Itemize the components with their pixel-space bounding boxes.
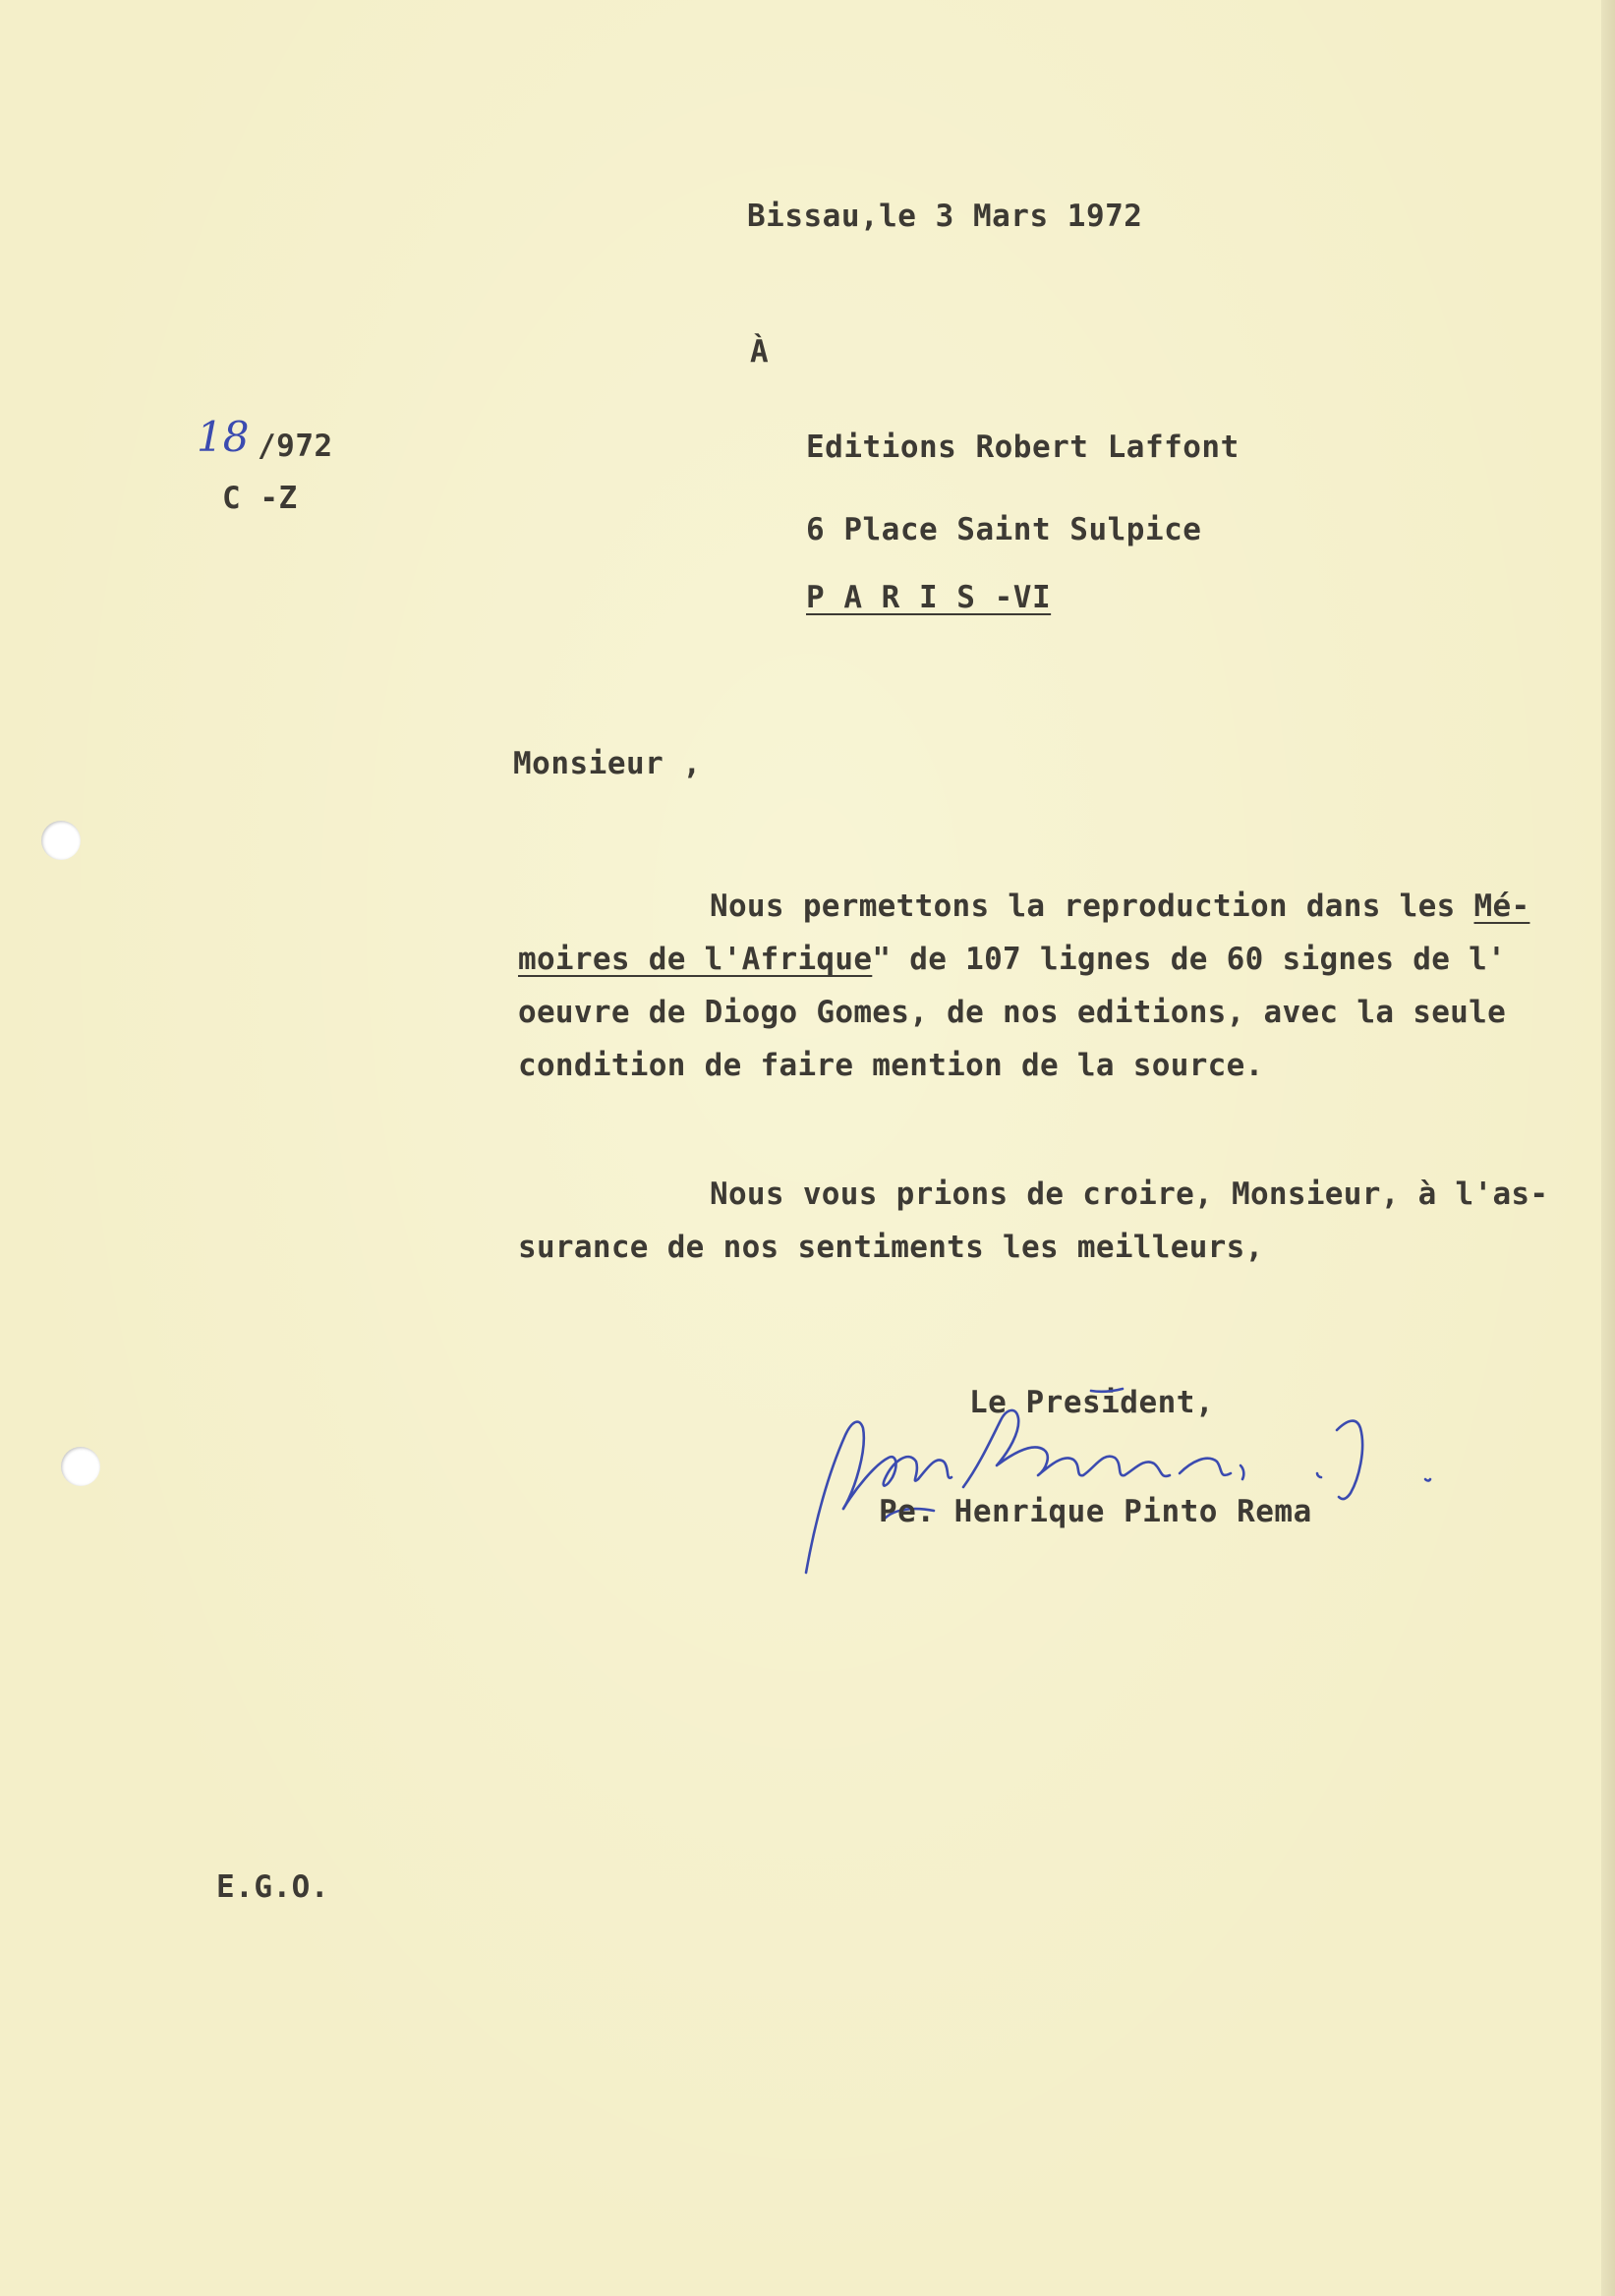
reference-suffix: /972 xyxy=(258,429,333,464)
recipient-name: Editions Robert Laffont xyxy=(806,430,1240,465)
punch-hole-upper xyxy=(41,821,81,860)
handwritten-signature xyxy=(786,1371,1573,1587)
book-title-underlined: moires de l'Afrique xyxy=(518,942,873,977)
signatory-name: Pe. Henrique Pinto Rema xyxy=(879,1494,1312,1529)
reference-code: C -Z xyxy=(222,481,298,516)
paragraph1-line1 xyxy=(710,889,1529,924)
paragraph2-line2: surance de nos sentiments les meilleurs, xyxy=(518,1230,1264,1265)
closing-title: Le President, xyxy=(969,1385,1215,1420)
recipient-prefix: À xyxy=(750,334,770,370)
paragraph1-line3: oeuvre de Diogo Gomes, de nos editions, avec la seule xyxy=(518,995,1507,1030)
reference-number-handwritten: 18 xyxy=(197,413,250,461)
paragraph1-line1-text: Nous permettons la reproduction dans les xyxy=(710,889,1474,924)
paragraph1-line4: condition de faire mention de la source. xyxy=(518,1048,1264,1083)
paragraph1-line2-text: " de 107 lignes de 60 signes de l' xyxy=(872,942,1507,977)
recipient-street: 6 Place Saint Sulpice xyxy=(806,512,1202,547)
punch-hole-lower xyxy=(61,1447,100,1486)
paragraph1-line2 xyxy=(518,942,1506,977)
paragraph1-line1-underlined: Mé- xyxy=(1473,889,1530,924)
recipient-city: P A R I S -VI xyxy=(806,580,1052,615)
paragraph2-line1: Nous vous prions de croire, Monsieur, à l'as- xyxy=(710,1177,1549,1212)
typist-initials: E.G.O. xyxy=(216,1869,329,1905)
paper-edge xyxy=(1601,0,1615,2296)
letter-date: Bissau,le 3 Mars 1972 xyxy=(747,199,1143,234)
salutation: Monsieur , xyxy=(513,746,702,781)
